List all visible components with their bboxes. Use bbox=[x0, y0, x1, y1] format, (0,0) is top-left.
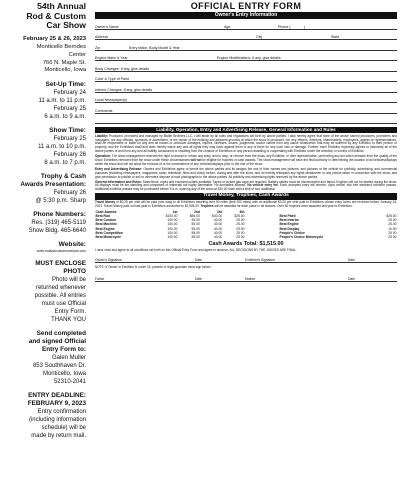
phone-numbers bbox=[0, 211, 86, 235]
award-amount: 100.00 bbox=[167, 230, 178, 235]
notice-line: THANK YOU bbox=[51, 317, 86, 324]
special-award-amount: $25.00 bbox=[386, 214, 397, 219]
award-amount: $55.00 bbox=[189, 214, 200, 219]
cash-total: Cash Awards Total: $1,515.00 bbox=[208, 241, 284, 248]
entry-deadline bbox=[0, 392, 86, 440]
engine-field[interactable] bbox=[95, 51, 397, 62]
paint-field[interactable] bbox=[95, 72, 397, 83]
general-text: Stanchions, ropes and enclosed outlets available. Taped or locked gas caps are required. Battery cables must be disconnected and taped. Engines will not be started during the show. All displays must be fire-standing and composed of materials not highly flammable. No turntables allowed. bbox=[95, 179, 397, 188]
award-amount: 55.00 bbox=[191, 222, 200, 227]
award-amount: 40.00 bbox=[213, 235, 223, 240]
trophies-text: will be awarded for each place in all classes. Over 60 trophies were awarded last year to Exhibitors. bbox=[214, 203, 353, 208]
field-label: Local Newspaper(s) bbox=[95, 98, 127, 102]
event-title-line: Rod & Custom bbox=[26, 10, 86, 21]
liability-paragraph bbox=[95, 135, 397, 154]
operation-emphasis: will not bbox=[190, 158, 202, 163]
trophies-label: Trophies bbox=[200, 203, 214, 208]
column-header: 2nd bbox=[193, 209, 200, 214]
special-award-name: People's Choice bbox=[279, 230, 305, 235]
special-award-amount: 10.00 bbox=[388, 226, 397, 231]
award-class: Best Custom bbox=[95, 218, 116, 223]
setup-line: 11 a.m. to 11 p.m. bbox=[38, 98, 86, 105]
trophy-heading: Awards Presentation: bbox=[20, 181, 86, 189]
trophy-line: February 26 bbox=[53, 190, 86, 197]
show-time bbox=[0, 127, 86, 167]
deadline-line: (including information bbox=[28, 417, 86, 424]
field-label: Address bbox=[95, 35, 109, 39]
column-header: 4th bbox=[239, 209, 245, 214]
show-dates: February 25 & 26, 2023 bbox=[23, 35, 86, 42]
guardian-note: NOTE: If Owner or Exhibitor is under 18, parents or legal guardian must sign below. bbox=[95, 265, 212, 270]
award-class: Best Engine bbox=[95, 226, 115, 231]
table-row bbox=[95, 235, 245, 239]
award-class: Best Machine bbox=[95, 222, 117, 227]
newspaper-field[interactable] bbox=[95, 93, 397, 104]
website-link[interactable]: www.rodandcustomcarshow.com bbox=[36, 249, 86, 254]
field-label: City bbox=[256, 35, 263, 39]
award-amount: 40.00 bbox=[213, 226, 223, 231]
venue-line: 766 N. Maple St. bbox=[42, 59, 86, 66]
sig-label: Date bbox=[348, 258, 355, 263]
special-awards-body bbox=[279, 214, 397, 239]
form-title: OFFICIAL ENTRY FORM bbox=[190, 1, 302, 11]
operation-text: be eligible for trophies or cash awards. The show management will have the final authority in determining the location of all vehicles/displays within the show and will not allow the removal of or the concealment of any vehicles/displays prior to the end of the show. bbox=[95, 158, 397, 166]
website bbox=[0, 241, 86, 254]
field-label: Age bbox=[224, 24, 231, 29]
field-label: State bbox=[331, 35, 340, 39]
class-awards-body bbox=[95, 214, 245, 239]
address-field[interactable] bbox=[95, 30, 397, 41]
column-header: 1st bbox=[172, 209, 178, 214]
send-line: 853 Southhaven Dr. bbox=[32, 363, 86, 370]
award-amount: 100.00 bbox=[167, 235, 178, 240]
award-amount: 100.00 bbox=[167, 218, 178, 223]
award-class: Best Rod bbox=[95, 214, 110, 219]
field-label: Engine Modifications: If any, give details bbox=[217, 56, 281, 60]
general-label: General Information and Rules: bbox=[95, 179, 142, 184]
advertising-text: Owners and Exhibitors agree to permit the above parties and its assigns the use of their names and pictures, and pictures of the vehicle for publicity, advertising, and commercial purposes (including newspapers, magazines, radio, television, films and video) before, during and after the show, and do hereby relinquish any rights whatsoever to any photos taken in connection with the show, and give permission to publish or sell or otherwise dispose of said photographs to the above parties. All publicity and advertising rights reserved by the above parties. bbox=[95, 166, 397, 179]
show-line: 11 a.m. to 10 p.m. bbox=[38, 144, 86, 151]
travel-text: of $0.25 per mile will be paid (one way) to all Exhibitors traveling over 50 miles (limit 200 miles) with an additional $0.20 per mile paid to Exhibitors whose entry forms are received before January 24, 2023. Travel Money paid out last year to Exhibitors amounted to $2,545.00. bbox=[95, 199, 398, 208]
deadline-heading: ENTRY DEADLINE: bbox=[28, 392, 86, 400]
sig-label: Date bbox=[195, 277, 202, 282]
notice-line: Photo will be bbox=[51, 277, 86, 284]
award-amount: 25.00 bbox=[236, 222, 245, 227]
venue-line: Monticello, Iowa bbox=[44, 67, 86, 74]
award-class: Best Competition bbox=[95, 230, 123, 235]
field-label: Owner's Name bbox=[95, 24, 119, 29]
setup-line: February 25 bbox=[53, 106, 86, 113]
show-heading: Show Time: bbox=[49, 127, 86, 135]
owner-signature-line[interactable] bbox=[95, 254, 397, 263]
award-amount: 55.00 bbox=[191, 218, 200, 223]
award-amount: 25.00 bbox=[236, 230, 245, 235]
operation-label: Operation: bbox=[95, 154, 111, 159]
notice-line: Entry Form. bbox=[54, 309, 86, 316]
special-award-name: Best Engine bbox=[279, 222, 299, 227]
sidebar bbox=[0, 0, 90, 495]
sig-label: Mother bbox=[245, 277, 256, 282]
trophy-awards bbox=[0, 173, 86, 205]
send-line: Monticello, Iowa bbox=[42, 371, 86, 378]
field-label: Body Changes: If any, give details bbox=[95, 66, 150, 71]
award-amount: 40.00 bbox=[213, 222, 223, 227]
send-line: Galen Muller bbox=[51, 355, 86, 362]
field-label: Color & Type of Paint bbox=[95, 77, 129, 81]
dates-location bbox=[0, 36, 86, 76]
notice-line: returned whenever bbox=[35, 285, 86, 292]
deadline-line: Entry confirmation bbox=[37, 409, 86, 416]
send-heading: Entry Form to: bbox=[41, 346, 86, 354]
comments-field[interactable] bbox=[95, 103, 397, 114]
column-header: Cash Awards: bbox=[95, 209, 118, 214]
operation-paragraph bbox=[95, 155, 397, 167]
photo-notice bbox=[0, 260, 86, 324]
liability-bar: Liability, Operation, Entry and Advertising Release, General Information and Rules bbox=[95, 127, 397, 134]
deadline-heading: FEBRUARY 9, 2023 bbox=[27, 400, 86, 408]
special-awards-table bbox=[279, 214, 397, 239]
field-label: ) bbox=[304, 24, 306, 29]
special-award-amount: 25.00 bbox=[388, 222, 397, 227]
award-amount: 55.00 bbox=[191, 226, 200, 231]
special-award-amount: 25.00 bbox=[388, 230, 397, 235]
send-heading: and signed Official bbox=[28, 338, 86, 346]
cash-awards bbox=[95, 210, 397, 239]
special-award-name: People's Choice Motorcycle bbox=[279, 235, 324, 240]
owner-name-field[interactable] bbox=[95, 19, 397, 30]
sig-label: Father bbox=[95, 277, 105, 282]
award-amount: $25.00 bbox=[234, 214, 245, 219]
setup-line: February 24 bbox=[53, 90, 86, 97]
phone-heading: Phone Numbers: bbox=[33, 211, 86, 219]
zip-make-field[interactable] bbox=[95, 40, 397, 51]
travel-bar: Travel Money, Trophies, Cash Awards bbox=[95, 193, 397, 200]
owner-fields bbox=[95, 19, 397, 124]
field-label: Phone ( bbox=[278, 24, 291, 29]
special-award-name: Best Paint bbox=[279, 214, 296, 219]
advertising-label: Entry and Advertising Release: bbox=[95, 166, 143, 171]
general-text: Each accepted entry will receive, upon arrival, two free weekend exhibitor passes. Additional exhibitor passes may be purchased before 9 a.m. opening day of the show at $10.00 each with a limit of four additional. bbox=[95, 183, 397, 192]
notice-line: PHOTO bbox=[63, 268, 86, 276]
send-to bbox=[0, 330, 86, 386]
award-amount: 55.00 bbox=[191, 235, 200, 240]
award-amount: 100.00 bbox=[167, 226, 178, 231]
advertising-paragraph bbox=[95, 168, 397, 180]
interior-field[interactable] bbox=[95, 82, 397, 93]
venue-line: Center bbox=[68, 51, 86, 58]
body-changes-field[interactable] bbox=[95, 61, 397, 72]
field-label: Entry Make, Body Model & Year bbox=[129, 45, 180, 50]
column-header: 3rd bbox=[217, 209, 223, 214]
deadline-line: made by return mail. bbox=[31, 433, 86, 440]
special-award-name: Best Display bbox=[279, 226, 300, 231]
phone-line: Res. (319) 465-5119 bbox=[31, 220, 86, 227]
notice-line: must use Official bbox=[41, 301, 86, 308]
event-title-line: Car Show bbox=[46, 20, 86, 31]
guardian-signature-line[interactable] bbox=[95, 273, 397, 282]
sig-label: Date bbox=[195, 258, 202, 263]
liability-label: Liability: bbox=[95, 133, 108, 138]
field-label: Comments bbox=[95, 108, 113, 113]
trophy-heading: Trophy & Cash bbox=[40, 173, 86, 181]
send-line: 52310-2041 bbox=[53, 379, 86, 386]
award-amount: 100.00 bbox=[167, 222, 178, 227]
general-emphasis: No vehicle entry fee. bbox=[247, 183, 279, 188]
award-amount: 25.00 bbox=[236, 226, 245, 231]
table-row bbox=[279, 235, 397, 239]
award-amount: $100.00 bbox=[165, 214, 178, 219]
website-heading: Website: bbox=[58, 241, 86, 249]
setup-time bbox=[0, 81, 86, 121]
owner-info-bar: Owner's Entry Information bbox=[95, 12, 397, 19]
special-award-name: Best Interior bbox=[279, 218, 299, 223]
notice-line: MUST ENCLOSE bbox=[35, 260, 86, 268]
agreement-text: I have read and agree to all conditions set forth on this Official Entry Form and agree to observe. ALL DECISIONS BY THE JUDGES ARE FINAL. bbox=[95, 248, 297, 253]
show-line: February 25 bbox=[53, 136, 86, 143]
award-amount: 25.00 bbox=[236, 235, 245, 240]
field-label: Zip bbox=[95, 45, 100, 50]
setup-heading: Set-Up Time: bbox=[45, 81, 86, 89]
sig-label: Owner's Signature bbox=[95, 258, 123, 263]
class-awards-table bbox=[95, 210, 245, 239]
award-amount: 25.00 bbox=[236, 218, 245, 223]
travel-paragraph bbox=[95, 201, 397, 209]
special-award-amount: 25.00 bbox=[388, 218, 397, 223]
event-title bbox=[0, 2, 86, 31]
send-heading: Send completed bbox=[36, 330, 86, 338]
comments-extra-line[interactable] bbox=[95, 114, 397, 125]
deadline-line: schedule) will be bbox=[41, 425, 86, 432]
phone-line: Show Bldg. 465-6640 bbox=[28, 228, 86, 235]
trophy-line: @ 5:30 p.m. Sharp bbox=[35, 198, 86, 205]
event-title-line: 54th Annual bbox=[37, 1, 86, 11]
setup-line: 6 a.m. to 9 a.m. bbox=[44, 114, 86, 121]
operation-text: The show management reserves the right to accept or refuse any entry, and to stop, or remove from the show, any Exhibitor, or their representative, performing any act which detracts from the quality of the show. Exhibitors removed from the show under these circumstances bbox=[95, 154, 397, 163]
venue-line: Monticello Berndes bbox=[36, 43, 86, 50]
sig-label: Exhibitor's Signature bbox=[245, 258, 276, 263]
general-paragraph bbox=[95, 181, 397, 193]
liability-text: Produced, promoted and managed by Muller Brothers LLC. I will abide by all rules and regulations set forth by above parties. I also hereby agree that none of the above named producers, promoters and managers, nor any officials, sponsors or advertisers, or the owner of the building and adjacent grounds at which the show is produced, nor any officers, directors, shareholders, employees, agents or representatives, shall be responsible or liable for any and all known or unknown damages, injuries, illnesses, losses, judgments, and/or claims from any cause whatsoever that may be suffered by any Exhibitor to their person or property, and the Exhibitors shall and does hereby waive any and all rights they may have against them or any of them for any such loss or damage. Further, each Exhibitor expressly agrees to indemnify all of the above parties of and from any and all liability occasioned or resulting from the conduct of Exhibitors or any person assisting or cooperating with Exhibitor under the direction or control of Exhibitor. bbox=[95, 133, 397, 154]
award-class: Best Motorcycle bbox=[95, 235, 121, 240]
award-amount: 40.00 bbox=[213, 230, 223, 235]
show-line: February 26 bbox=[53, 152, 86, 159]
notice-line: possible. All entries bbox=[34, 293, 86, 300]
show-line: 8 a.m. to 7 p.m. bbox=[44, 160, 86, 167]
award-amount: 55.00 bbox=[191, 230, 200, 235]
special-award-amount: 25.00 bbox=[388, 235, 397, 240]
award-amount: 40.00 bbox=[213, 218, 223, 223]
travel-label: Travel Money bbox=[95, 199, 116, 204]
sig-label: Date bbox=[348, 277, 355, 282]
field-label: Interior Changes: If any, give details bbox=[95, 87, 153, 92]
field-label: Engine Make & Year bbox=[95, 56, 128, 60]
award-amount: $40.00 bbox=[212, 214, 223, 219]
entry-form bbox=[95, 0, 397, 282]
